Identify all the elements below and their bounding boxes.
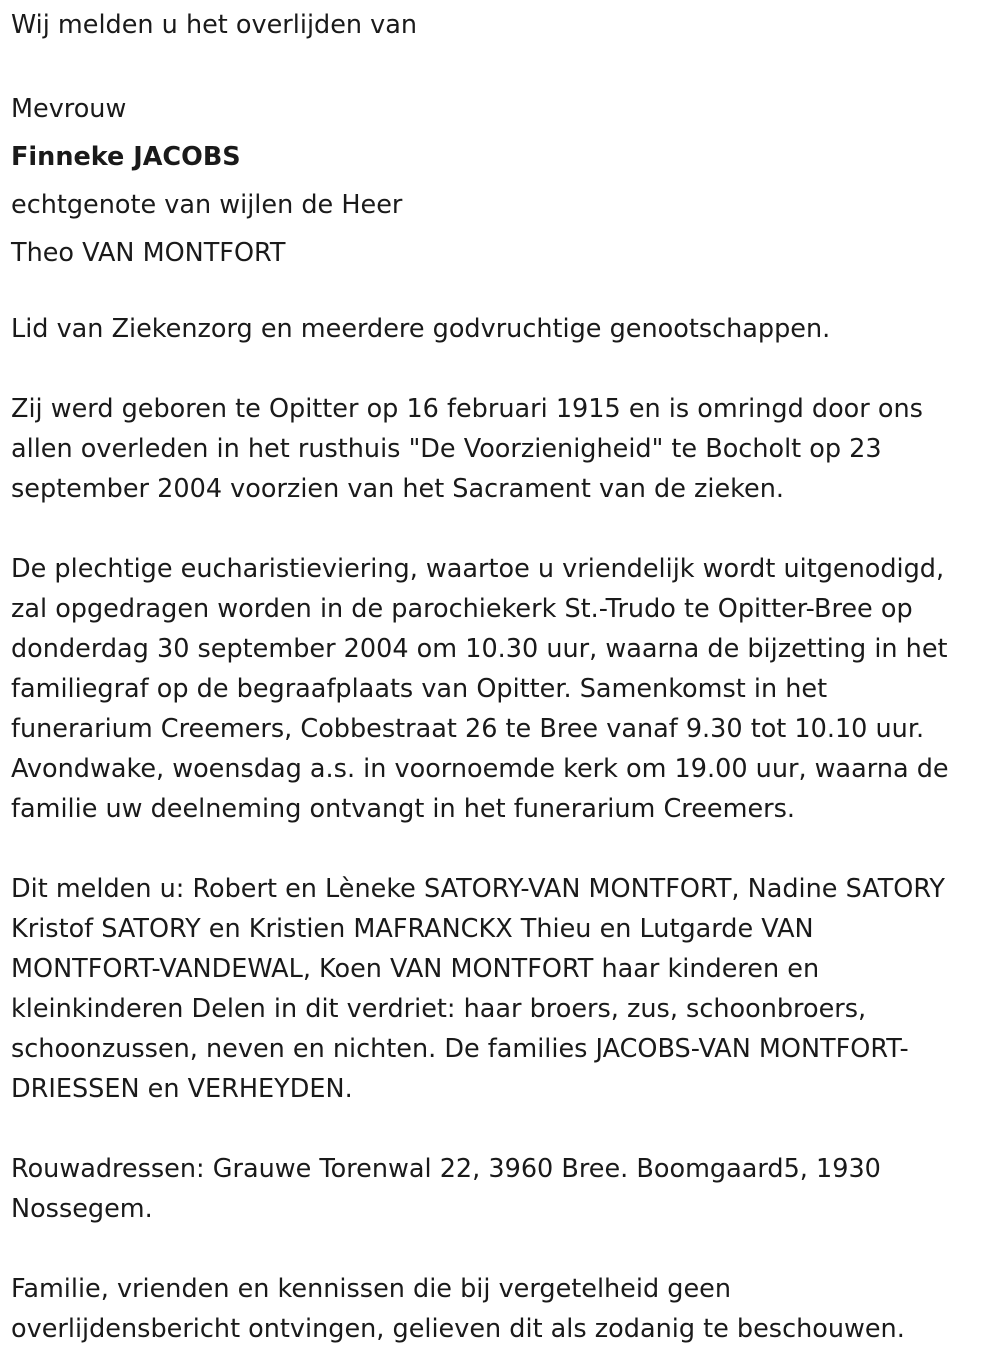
deceased-block — [11, 85, 990, 277]
family-paragraph — [11, 869, 990, 1109]
paragraph-line: overlijdensbericht ontvingen, gelieven dit als zodanig te beschouwen. — [11, 1314, 905, 1344]
spouse-line-1: echtgenote van wijlen de Heer — [11, 190, 403, 220]
paragraph-line: familiegraf op de begraafplaats van Opitter. Samenkomst in het — [11, 674, 828, 704]
paragraph-line: Zij werd geboren te Opitter op 16 februari 1915 en is omringd door ons — [11, 394, 923, 424]
spacer — [11, 829, 990, 869]
birth-paragraph — [11, 389, 990, 509]
paragraph-line: De plechtige eucharistieviering, waartoe u vriendelijk wordt uitgenodigd, — [11, 554, 945, 584]
paragraph-line: funerarium Creemers, Cobbestraat 26 te Bree vanaf 9.30 tot 10.10 uur. — [11, 714, 925, 744]
paragraph-line: MONTFORT-VANDEWAL, Koen VAN MONTFORT haar kinderen en — [11, 954, 820, 984]
paragraph-line: DRIESSEN en VERHEYDEN. — [11, 1074, 353, 1104]
spacer — [11, 45, 990, 85]
ceremony-paragraph — [11, 549, 990, 829]
paragraph-line: Nossegem. — [11, 1194, 153, 1224]
paragraph-line: schoonzussen, neven en nichten. De families JACOBS-VAN MONTFORT- — [11, 1034, 909, 1064]
title-prefix: Mevrouw — [11, 94, 127, 124]
paragraph-line: Familie, vrienden en kennissen die bij vergetelheid geen — [11, 1274, 731, 1304]
spacer — [11, 349, 990, 389]
paragraph-line: zal opgedragen worden in de parochiekerk St.-Trudo te Opitter-Bree op — [11, 594, 913, 624]
paragraph-line: kleinkinderen Delen in dit verdriet: haar broers, zus, schoonbroers, — [11, 994, 867, 1024]
paragraph-line: allen overleden in het rusthuis "De Voorzienigheid" te Bocholt op 23 — [11, 434, 882, 464]
spacer — [11, 1109, 990, 1149]
paragraph-line: donderdag 30 september 2004 om 10.30 uur, waarna de bijzetting in het — [11, 634, 948, 664]
paragraph-line: Kristof SATORY en Kristien MAFRANCKX Thieu en Lutgarde VAN — [11, 914, 814, 944]
spacer — [11, 1229, 990, 1269]
intro-text: Wij melden u het overlijden van — [11, 10, 418, 40]
spacer — [11, 509, 990, 549]
paragraph-line: Avondwake, woensdag a.s. in voornoemde kerk om 19.00 uur, waarna de — [11, 754, 949, 784]
paragraph-line: familie uw deelneming ontvangt in het funerarium Creemers. — [11, 794, 796, 824]
paragraph-line: Dit melden u: Robert en Lèneke SATORY-VAN MONTFORT, Nadine SATORY — [11, 874, 946, 904]
closing-paragraph — [11, 1269, 990, 1349]
spacer — [11, 277, 990, 309]
membership-text: Lid van Ziekenzorg en meerdere godvruchtige genootschappen. — [11, 314, 831, 344]
deceased-name: Finneke JACOBS — [11, 142, 241, 172]
paragraph-line: Rouwadressen: Grauwe Torenwal 22, 3960 Bree. Boomgaard5, 1930 — [11, 1154, 881, 1184]
address-paragraph — [11, 1149, 990, 1229]
spouse-line-2: Theo VAN MONTFORT — [11, 238, 286, 268]
paragraph-line: september 2004 voorzien van het Sacrament van de zieken. — [11, 474, 784, 504]
